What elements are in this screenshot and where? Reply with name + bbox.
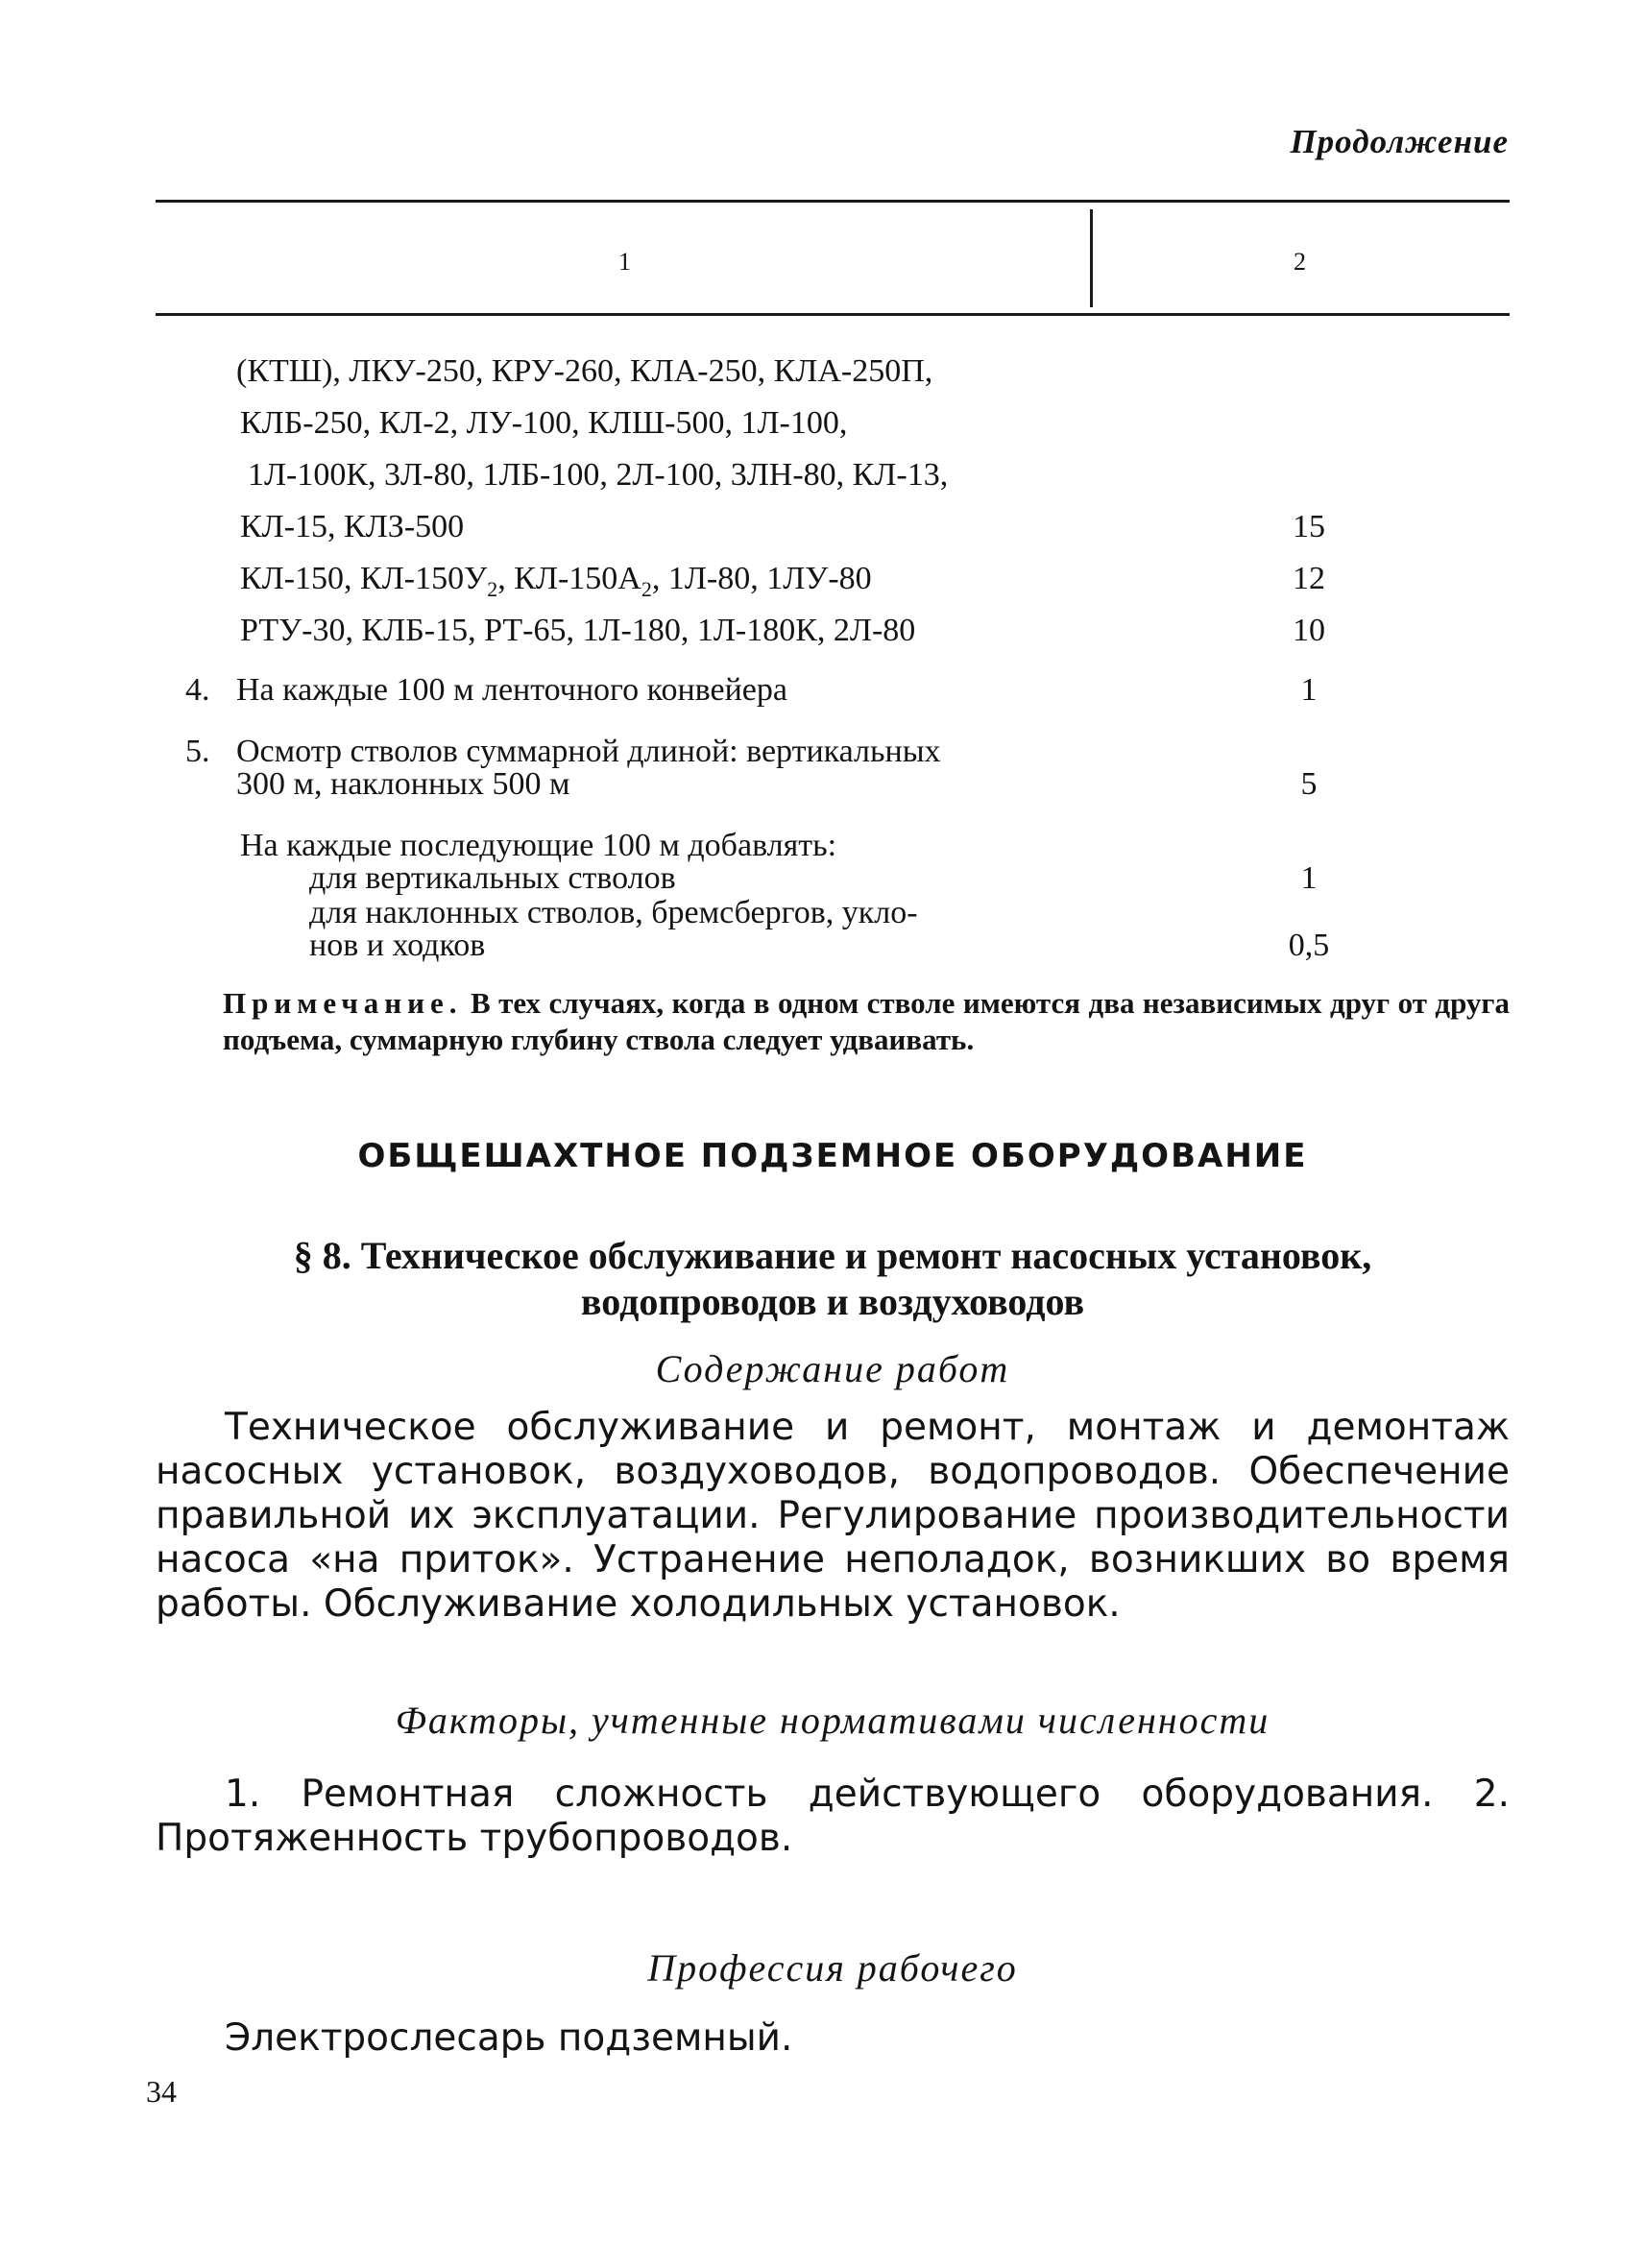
note-label: Примечание. [223, 986, 463, 1020]
paragraph-title-line-2: водопроводов и воздуховодов [580, 1280, 1085, 1323]
table-line: для наклонных стволов, бремсбергов, укло- [309, 895, 918, 930]
table-line: КЛБ-250, КЛ-2, ЛУ-100, КЛШ-500, 1Л-100, [240, 405, 848, 441]
work-content-text: Техническое обслуживание и ремонт, монтаж и демонтаж насосных установок, воздуховодов, водопроводов. Обеспечение правильной их эксплуатации. Регулирование производительности насоса «на приток». Устранение неполадок, возникших во время работы. Обслуживание холодильных установок. [156, 1406, 1510, 1626]
table-header-rule [156, 313, 1510, 316]
continuation-label: Продолжение [1290, 123, 1509, 160]
table-value: 12 [1293, 561, 1325, 596]
profession-text: Электрослесарь подземный. [225, 2016, 793, 2060]
section-heading: ОБЩЕШАХТНОЕ ПОДЗЕМНОЕ ОБОРУДОВАНИЕ [357, 1137, 1308, 1175]
table-line: На каждые 100 м ленточного конвейера [236, 672, 787, 708]
item-number: 5. [185, 734, 210, 769]
table-col-header-1: 1 [618, 248, 631, 276]
factors-text: 1. Ремонтная сложность действующего оборудования. 2. Протяженность трубопроводов. [156, 1773, 1510, 1860]
table-value: 1 [1300, 860, 1318, 896]
page-number: 34 [146, 2074, 177, 2109]
factors-heading: Факторы, учтенные нормативами численности [395, 1699, 1270, 1742]
table-line: На каждые последующие 100 м добавлять: [240, 828, 837, 863]
note-text: В тех случаях, когда в одном стволе имеются два независимых друг от друга подъема, суммарную глубину ствола следует удваивать. [223, 986, 1510, 1056]
table-line: нов и ходков [309, 928, 486, 963]
table-line: Осмотр стволов суммарной длиной: вертикальных [236, 734, 941, 769]
profession-heading: Профессия рабочего [647, 1946, 1018, 1990]
table-line: РТУ-30, КЛБ-15, РТ-65, 1Л-180, 1Л-180К, 2Л-80 [240, 613, 916, 648]
table-line: 1Л-100К, 3Л-80, 1ЛБ-100, 2Л-100, 3ЛН-80, КЛ-13, [248, 457, 949, 493]
table-value: 1 [1300, 672, 1318, 708]
table-top-rule [156, 200, 1510, 203]
table-col-header-2: 2 [1294, 248, 1306, 276]
table-value: 0,5 [1288, 928, 1330, 963]
table-line: КЛ-150, $КЛ-150У_2$, $КЛ-150А_2$, 1Л-80, 1ЛУ-80 [240, 561, 872, 601]
work-content-heading: Содержание работ [655, 1347, 1010, 1390]
paragraph-title-line-1: § 8. Техническое обслуживание и ремонт насосных установок, [293, 1234, 1372, 1277]
item-number: 4. [185, 672, 210, 708]
table-line: 300 м, наклонных 500 м [236, 766, 570, 802]
table-value: 5 [1300, 766, 1318, 802]
table-note [223, 985, 1510, 1058]
table-line: КЛ-15, КЛЗ-500 [240, 509, 465, 544]
table-value: 10 [1293, 613, 1325, 648]
table-line: (КТШ), ЛКУ-250, КРУ-260, КЛА-250, КЛА-250П, [236, 353, 933, 389]
table-value: 15 [1293, 509, 1325, 544]
table-column-divider [1090, 209, 1093, 307]
table-line: для вертикальных стволов [309, 860, 676, 896]
